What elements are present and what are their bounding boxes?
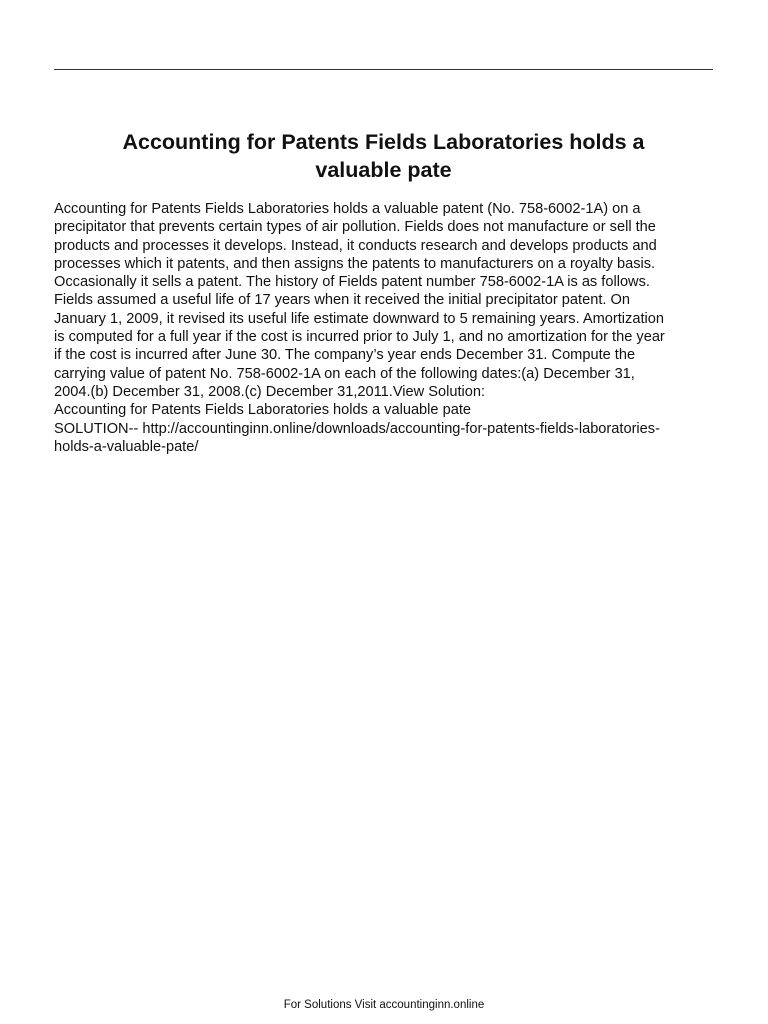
header-rule — [54, 69, 713, 70]
document-title — [54, 128, 713, 184]
body-line: precipitator that prevents certain types of air pollution. Fields does not manufacture or sell the — [54, 219, 656, 236]
body-line: products and processes it develops. Instead, it conducts research and develops products and — [54, 237, 657, 254]
solution-link[interactable]: SOLUTION-- http://accountinginn.online/downloads/accounting-for-patents-fields-laboratories- — [54, 420, 660, 437]
body-line: is computed for a full year if the cost is incurred prior to July 1, and no amortization for the year — [54, 329, 665, 346]
body-line: processes which it patents, and then assigns the patents to manufacturers on a royalty basis. — [54, 255, 656, 272]
page-footer: For Solutions Visit accountinginn.online — [283, 999, 485, 1011]
solution-link[interactable]: holds-a-valuable-pate/ — [54, 438, 199, 455]
body-line: Accounting for Patents Fields Laboratories holds a valuable patent (No. 758-6002-1A) on a — [54, 201, 641, 217]
body-line: January 1, 2009, it revised its useful life estimate downward to 5 remaining years. Amortization — [54, 310, 664, 327]
body-line: Accounting for Patents Fields Laboratories holds a valuable pate — [54, 402, 471, 419]
title-line: valuable pate — [315, 158, 452, 182]
title-line: Accounting for Patents Fields Laboratories holds a — [122, 130, 645, 154]
body-line: Occasionally it sells a patent. The history of Fields patent number 758-6002-1A is as follows. — [54, 274, 650, 291]
body-line: if the cost is incurred after June 30. The company’s year ends December 31. Compute the — [54, 347, 636, 364]
body-line: 2004.(b) December 31, 2008.(c) December 31,2011.View Solution: — [54, 383, 486, 400]
body-line: Fields assumed a useful life of 17 years when it received the initial precipitator patent. On — [54, 292, 630, 309]
body-line: carrying value of patent No. 758-6002-1A on each of the following dates:(a) December 31, — [54, 365, 635, 382]
document-body — [54, 200, 716, 456]
